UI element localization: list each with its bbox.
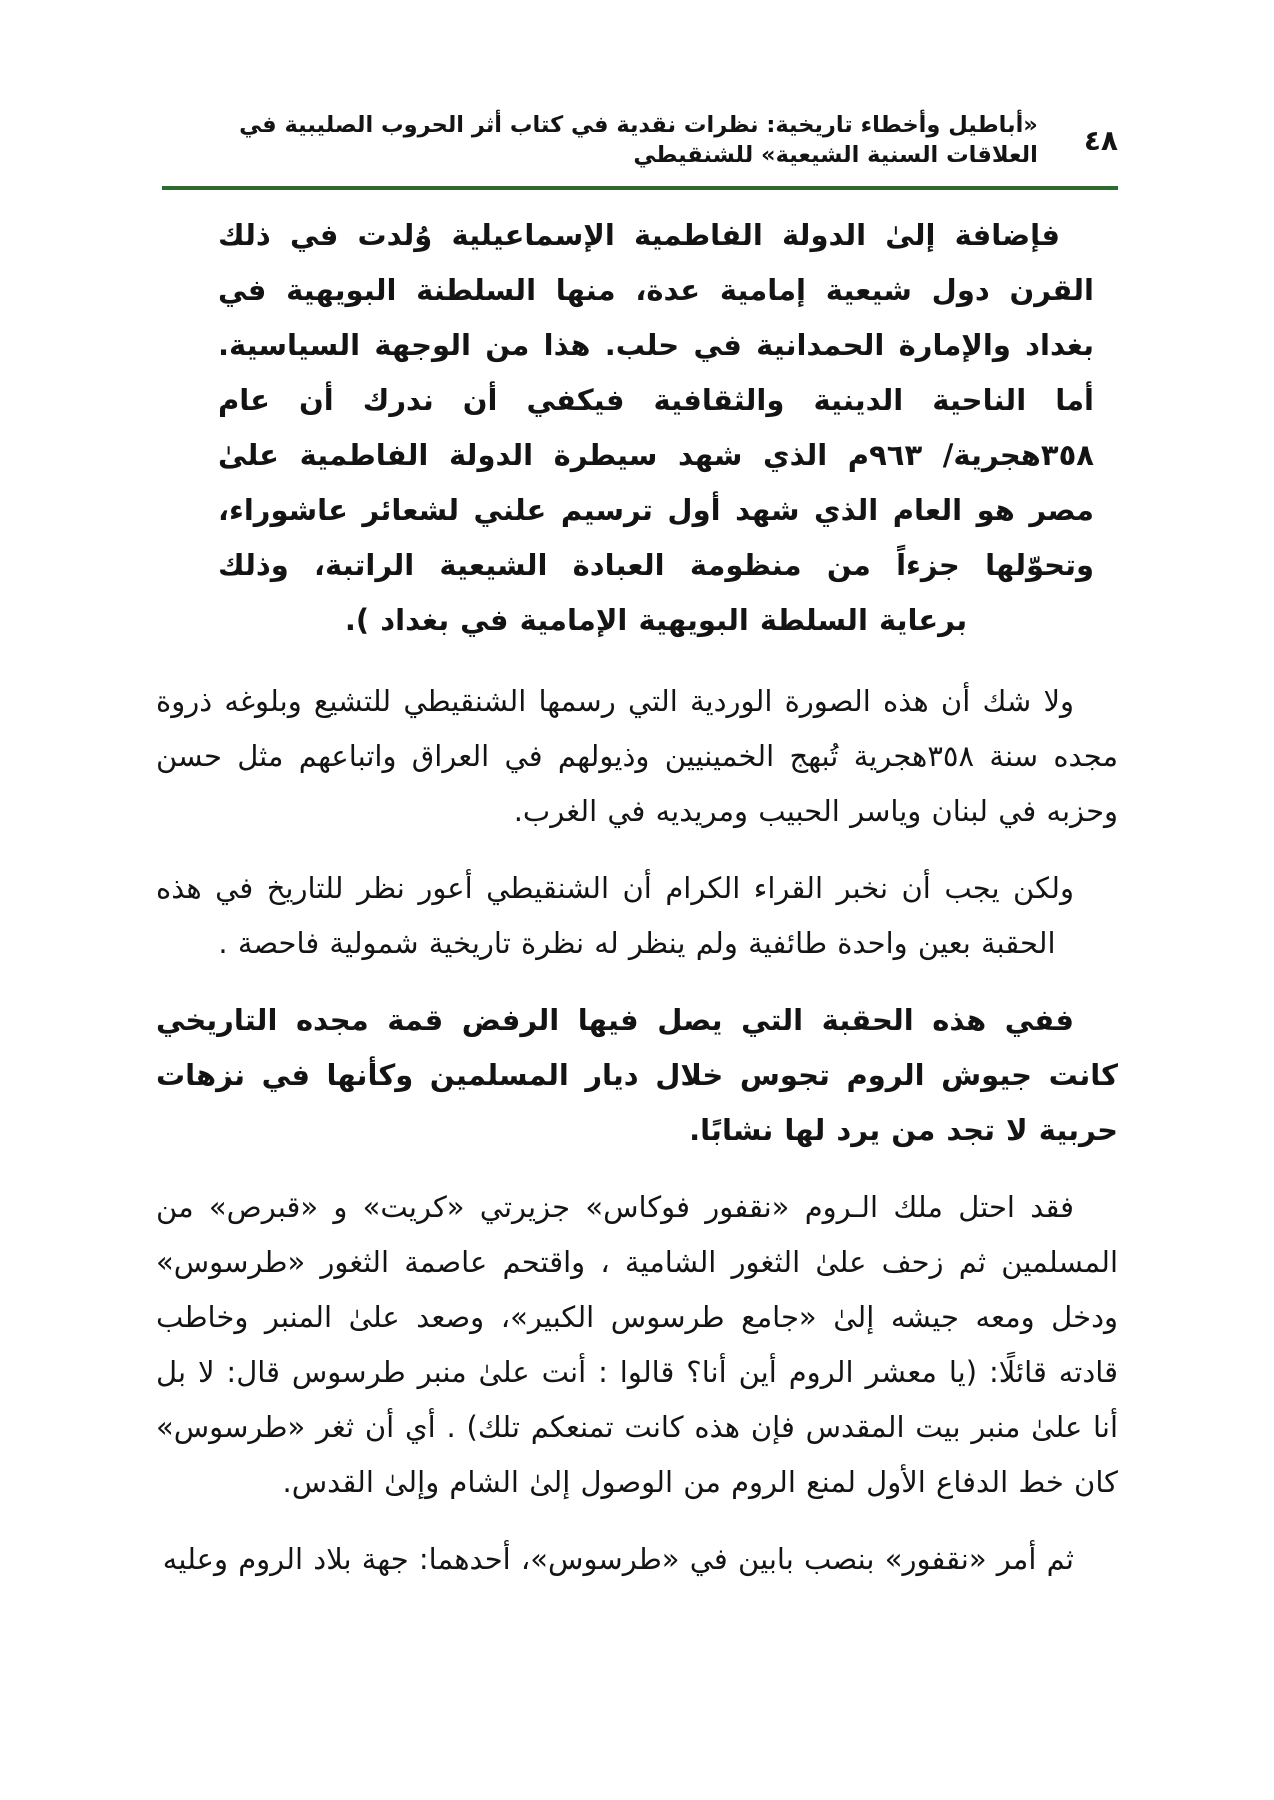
page-number: ٤٨ bbox=[1083, 124, 1118, 157]
paragraph-history-narrative: فقد احتل ملك الـروم «نقفور فوكاس» جزيرتي «كريت» و «قبرص» من المسلمين ثم زحف علىٰ الثغور الشامية ، واقتحم عاصمة الثغور «طرسوس» ودخل ومعه جيشه إلىٰ «جامع طرسوس الكبير»، وصعد علىٰ المنبر وخاطب قادته قائلًا: (يا معشر الروم أين أنا؟ قالوا : أنت علىٰ منبر طرسوس قال: لا بل أنا علىٰ منبر بيت المقدس فإن هذه كانت تمنعكم تلك) . أي أن ثغر «طرسوس» كان خط الدفاع الأول لمنع الروم من الوصول إلىٰ الشام وإلىٰ القدس. bbox=[156, 1190, 1118, 1499]
paragraph-last: ثم أمر «نقفور» بنصب بابين في «طرسوس»، أحدهما: جهة بلاد الروم وعليه bbox=[162, 1542, 1074, 1576]
running-title: «أباطيل وأخطاء تاريخية: نظرات نقدية في كتاب أثر الحروب الصليبية في العلاقات السنية الشيعية» للشنقيطي bbox=[239, 112, 1038, 168]
paragraph-emphasis: ففي هذه الحقبة التي يصل فيها الرفض قمة مجده التاريخي كانت جيوش الروم تجوس خلال ديار المسلمين وكأنها في نزهات حربية لا تجد من يرد لها نشابًا. bbox=[156, 1003, 1118, 1147]
page-header bbox=[156, 108, 1118, 172]
quoted-passage: فإضافة إلىٰ الدولة الفاطمية الإسماعيلية وُلدت في ذلك القرن دول شيعية إمامية عدة، منها السلطنة البويهية في بغداد والإمارة الحمدانية في حلب. هذا من الوجهة السياسية. أما الناحية الدينية والثقافية فيكفي أن ندرك أن عام ٣٥٨هجرية/ ٩٦٣م الذي شهد سيطرة الدولة الفاطمية علىٰ مصر هو العام الذي شهد أول ترسيم علني لشعائر عاشوراء، وتحوّلها جزءاً من منظومة العبادة الشيعية الراتبة، وذلك برعاية السلطة البويهية الإمامية في بغداد ). bbox=[218, 218, 1094, 637]
paragraph-commentary-1: ولا شك أن هذه الصورة الوردية التي رسمها الشنقيطي للتشيع وبلوغه ذروة مجده سنة ٣٥٨هجرية تُبهج الخمينيين وذيولهم في العراق واتباعهم مثل حسن وحزبه في لبنان وياسر الحبيب ومريديه في الغرب. bbox=[156, 684, 1118, 828]
paragraph-commentary-2: ولكن يجب أن نخبر القراء الكرام أن الشنقيطي أعور نظر للتاريخ في هذه الحقبة بعين واحدة طائفية ولم ينظر له نظرة تاريخية شمولية فاحصة . bbox=[156, 871, 1074, 960]
page-body bbox=[156, 190, 1118, 1587]
